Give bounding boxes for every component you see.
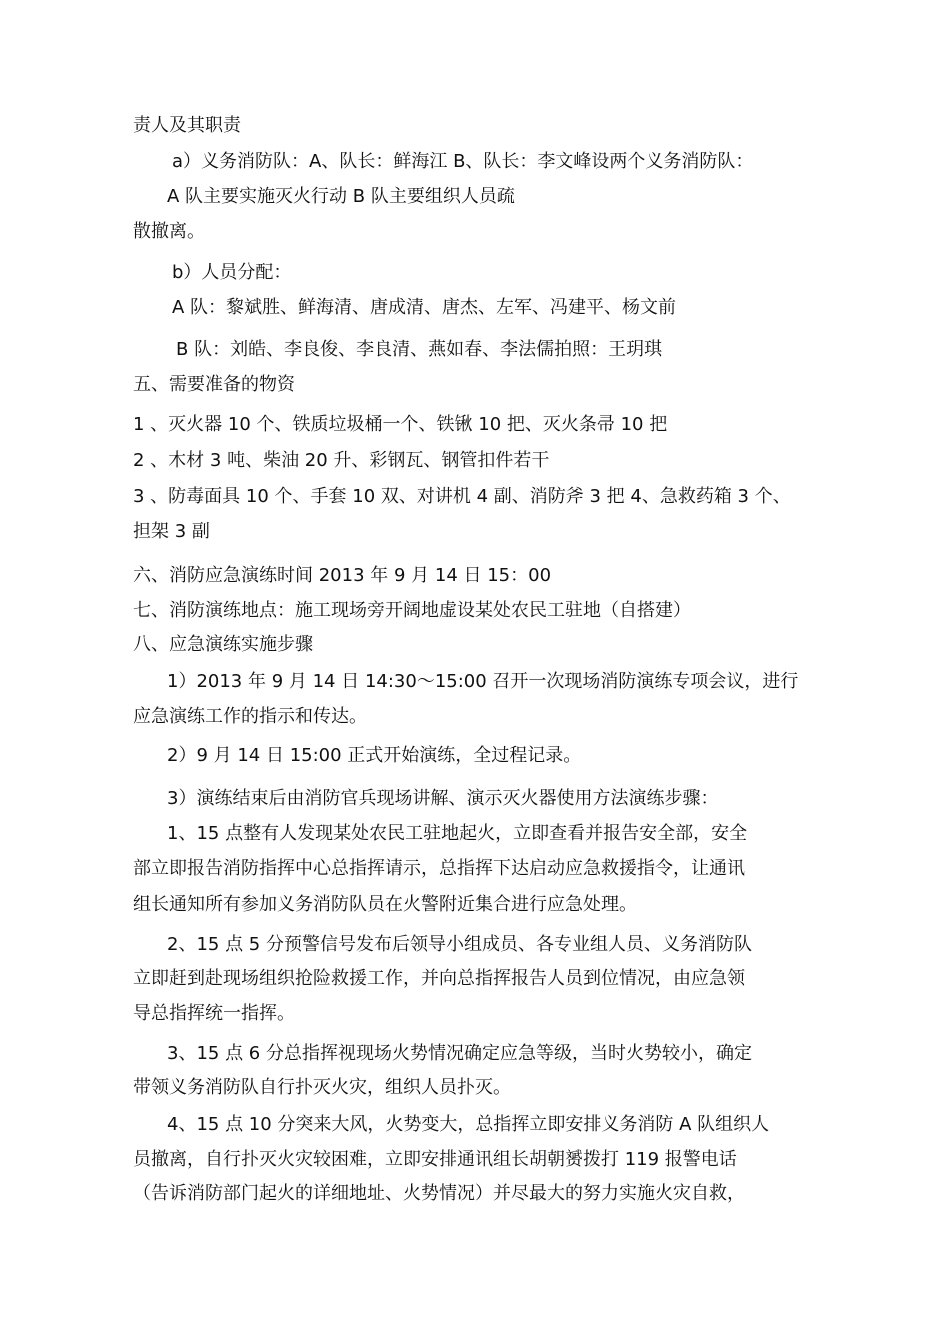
list-item: 2 、木材 3 吨、柴油 20 升、彩钢瓦、钢管扣件若干 [133, 450, 550, 471]
text-line: 立即赶到赴现场组织抢险救援工作，并向总指挥报告人员到位情况，由应急领 [133, 968, 745, 989]
text-line: a）义务消防队：A、队长：鲜海江 B、队长：李文峰设两个义务消防队： [172, 151, 754, 172]
text-line: 3）演练结束后由消防官兵现场讲解、演示灭火器使用方法演练步骤： [167, 788, 719, 809]
text-line: 2、15 点 5 分预警信号发布后领导小组成员、各专业组人员、义务消防队 [167, 934, 752, 955]
text-line: b）人员分配： [172, 262, 292, 283]
text-line: 担架 3 副 [133, 521, 210, 542]
list-item: 1 、灭火器 10 个、铁质垃圾桶一个、铁锹 10 把、灭火条帚 10 把 [133, 414, 668, 435]
text-line: A 队主要实施灭火行动 B 队主要组织人员疏 [167, 186, 515, 207]
list-item: 3 、防毒面具 10 个、手套 10 双、对讲机 4 副、消防斧 3 把 4、急救药箱 3 个、 [133, 486, 791, 507]
section-heading: 八、应急演练实施步骤 [133, 634, 313, 655]
text-line: 1、15 点整有人发现某处农民工驻地起火，立即查看并报告安全部，安全 [167, 823, 748, 844]
text-line: 责人及其职责 [133, 115, 241, 136]
text-line: 部立即报告消防指挥中心总指挥请示，总指挥下达启动应急救援指令，让通讯 [133, 858, 745, 879]
section-heading: 五、需要准备的物资 [133, 374, 295, 395]
text-line: 带领义务消防队自行扑灭火灾，组织人员扑灭。 [133, 1077, 511, 1098]
text-line: B 队：刘皓、李良俊、李良清、燕如春、李法儒拍照：王玥琪 [176, 339, 663, 360]
section-heading: 六、消防应急演练时间 2013 年 9 月 14 日 15：00 [133, 565, 552, 586]
text-line: 散撤离。 [133, 221, 205, 242]
text-line: A 队：黎斌胜、鲜海清、唐成清、唐杰、左军、冯建平、杨文前 [172, 297, 677, 318]
text-line: 3、15 点 6 分总指挥视现场火势情况确定应急等级，当时火势较小，确定 [167, 1043, 752, 1064]
text-line: 导总指挥统一指挥。 [133, 1003, 295, 1024]
text-line: 组长通知所有参加义务消防队员在火警附近集合进行应急处理。 [133, 894, 637, 915]
text-line: 1）2013 年 9 月 14 日 14:30〜15:00 召开一次现场消防演练专项会议，进行 [167, 671, 799, 692]
text-line: （告诉消防部门起火的详细地址、火势情况）并尽最大的努力实施火灾自救， [133, 1183, 745, 1204]
text-line: 4、15 点 10 分突来大风，火势变大，总指挥立即安排义务消防 A 队组织人 [167, 1114, 770, 1135]
text-line: 应急演练工作的指示和传达。 [133, 706, 367, 727]
section-heading: 七、消防演练地点：施工现场旁开阔地虚设某处农民工驻地（自搭建） [133, 600, 691, 621]
text-line: 2）9 月 14 日 15:00 正式开始演练，全过程记录。 [167, 745, 582, 766]
text-line: 员撤离，自行扑灭火灾较困难，立即安排通讯组长胡朝赟拨打 119 报警电话 [133, 1149, 737, 1170]
